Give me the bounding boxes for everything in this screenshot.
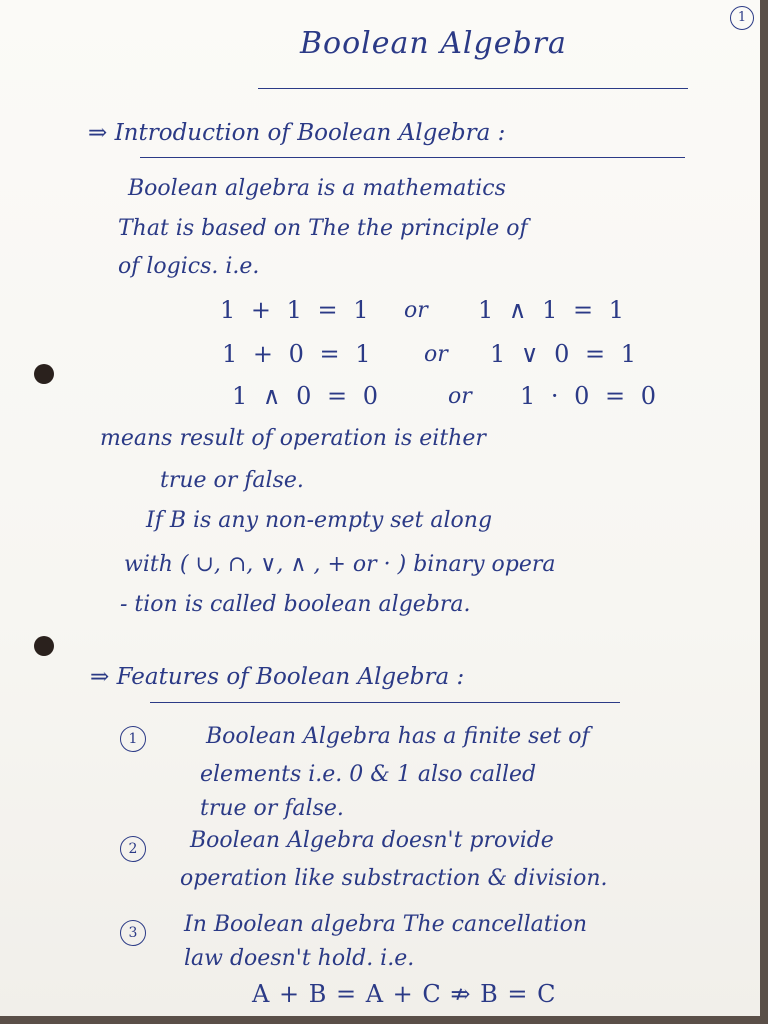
- page-title: Boolean Algebra: [300, 26, 567, 61]
- feature-2-number: 2: [120, 836, 146, 862]
- intro-after-5: - tion is called boolean algebra.: [120, 592, 471, 617]
- feature-1-line-2: elements i.e. 0 & 1 also called: [200, 762, 537, 787]
- feature-1-line-1: Boolean Algebra has a finite set of: [206, 724, 590, 749]
- equation-2-right: 1 ∨ 0 = 1: [490, 340, 640, 368]
- intro-heading-underline: [140, 157, 685, 158]
- intro-after-2: true or false.: [160, 468, 304, 493]
- binder-hole-bottom: [34, 636, 54, 656]
- feature-1-line-3: true or false.: [200, 796, 344, 821]
- feature-2-line-1: Boolean Algebra doesn't provide: [190, 828, 554, 853]
- binder-hole-top: [34, 364, 54, 384]
- equation-3-left: 1 ∧ 0 = 0: [232, 382, 382, 410]
- intro-line-1: Boolean algebra is a mathematics: [128, 176, 506, 201]
- equation-3-right: 1 · 0 = 0: [520, 382, 661, 410]
- intro-after-1: means result of operation is either: [100, 426, 486, 451]
- equation-1-left: 1 + 1 = 1: [220, 296, 373, 324]
- equation-2-left: 1 + 0 = 1: [222, 340, 375, 368]
- equation-1-right: 1 ∧ 1 = 1: [478, 296, 628, 324]
- cancellation-equation: A + B = A + C ⇏ B = C: [252, 980, 557, 1008]
- title-underline: [258, 88, 688, 89]
- intro-line-2: That is based on The the principle of: [118, 216, 528, 241]
- equation-2-sep: or: [424, 342, 448, 367]
- feature-3-number: 3: [120, 920, 146, 946]
- feature-3-line-2: law doesn't hold. i.e.: [184, 946, 415, 971]
- equation-1-sep: or: [404, 298, 428, 323]
- intro-after-4: with ( ∪, ∩, ∨, ∧ , + or · ) binary opera: [124, 552, 556, 577]
- feature-3-line-1: In Boolean algebra The cancellation: [184, 912, 588, 937]
- features-heading: ⇒ Features of Boolean Algebra :: [90, 664, 465, 690]
- features-heading-underline: [150, 702, 620, 703]
- feature-1-number: 1: [120, 726, 146, 752]
- intro-heading: ⇒ Introduction of Boolean Algebra :: [88, 120, 506, 146]
- equation-3-sep: or: [448, 384, 472, 409]
- intro-after-3: If B is any non-empty set along: [146, 508, 493, 533]
- page-number: 1: [730, 6, 754, 30]
- intro-line-3: of logics. i.e.: [118, 254, 260, 279]
- feature-2-line-2: operation like substraction & division.: [180, 866, 608, 891]
